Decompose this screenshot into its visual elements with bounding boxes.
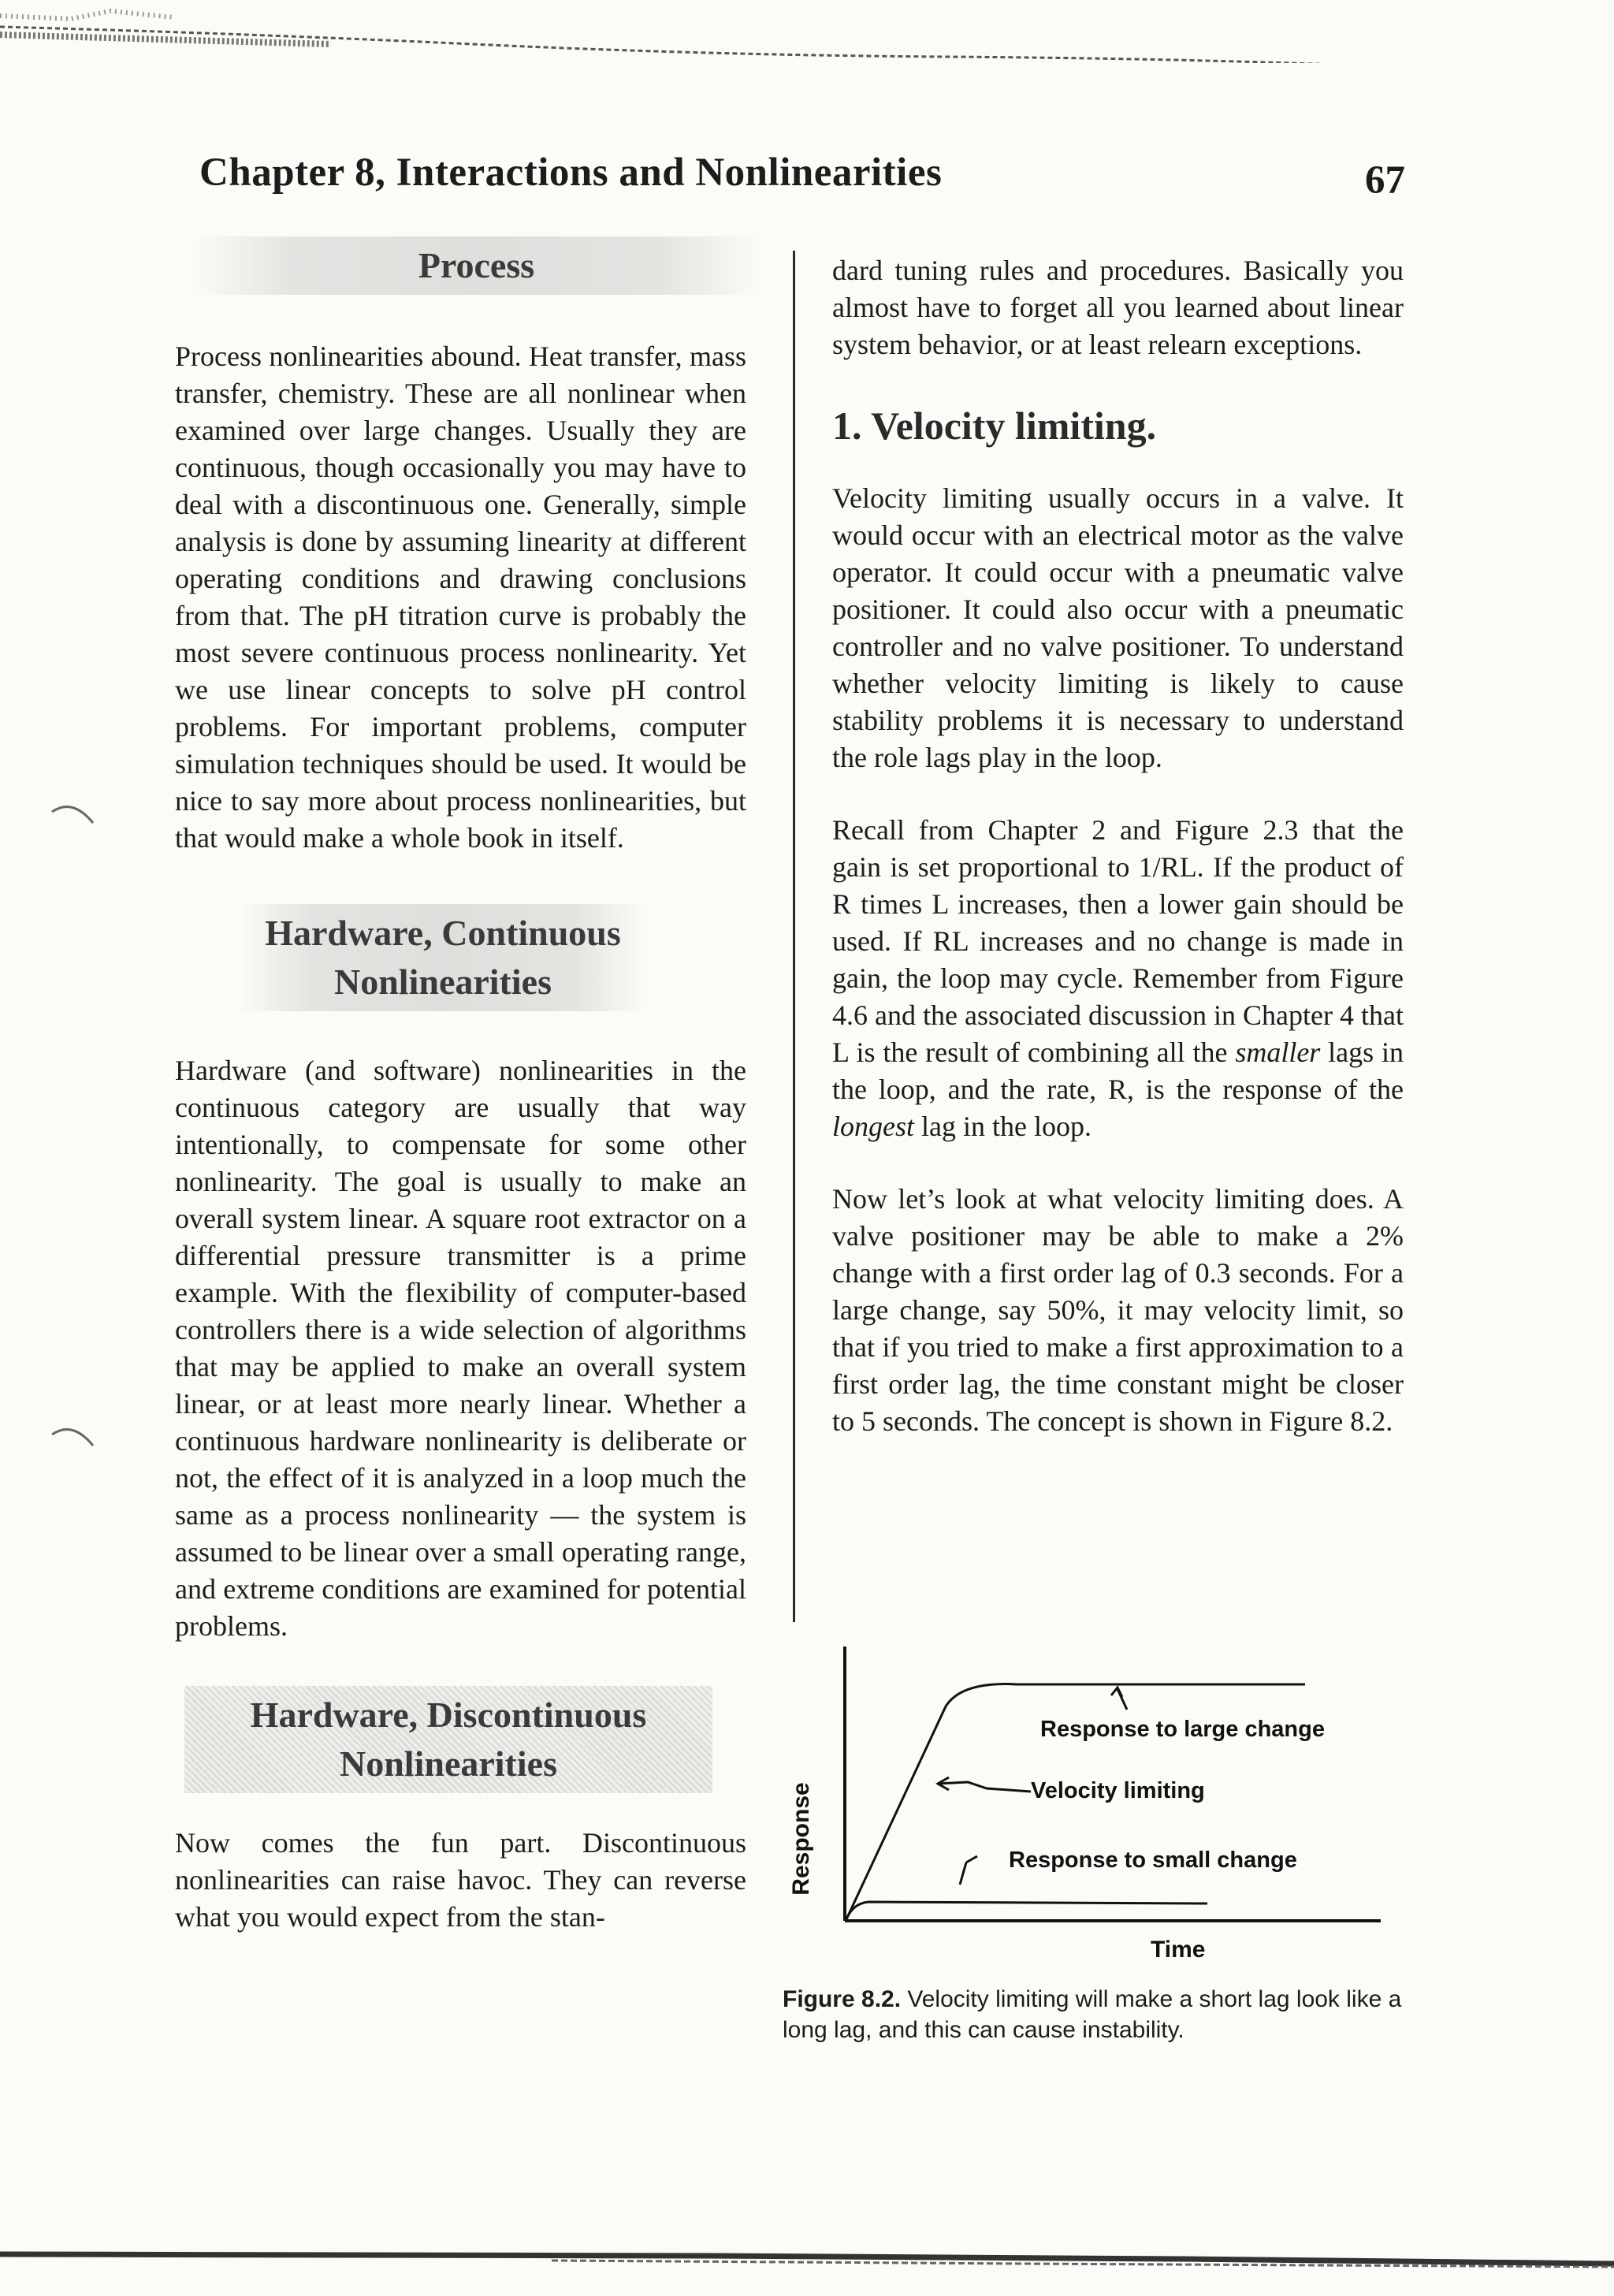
- scan-edge-top: [0, 0, 1614, 63]
- arrow-head: [1111, 1688, 1122, 1697]
- y-axis-label: Response: [788, 1782, 814, 1896]
- velocity-limiting-label: Velocity limiting: [1031, 1778, 1205, 1803]
- section-heading-hardware-continuous: Hardware, Continuous Nonlinearities: [238, 904, 648, 1011]
- velocity-limiting-heading: 1. Velocity limiting.: [832, 404, 1157, 448]
- velocity-paragraph-1: Velocity limiting usually occurs in a valve. It would occur with an electrical motor as the valve operator. It could occur with a pneumatic valve positioner. It could also occur with a pneumatic controller and no valve positioner. To understand whether velocity limiting is likely to cause stability problems it is necessary to understand the role lags play in the loop.: [832, 482, 1404, 773]
- scan-edge-bottom: [0, 2246, 1614, 2270]
- column-divider: [793, 251, 795, 1622]
- velocity-limiting-arrow: [938, 1782, 1031, 1792]
- margin-smudge: [49, 1419, 96, 1450]
- section-heading-hardware-discontinuous: Hardware, Discontinuous Nonlinearities: [184, 1686, 712, 1793]
- figure-caption: Figure 8.2. Velocity limiting will make a short lag look like a long lag, and this can cause instability.: [783, 1986, 1402, 2043]
- large-change-label: Response to large change: [1040, 1717, 1325, 1742]
- arrow-tail: [966, 1856, 977, 1862]
- velocity-paragraph-2: Recall from Chapter 2 and Figure 2.3 that the gain is set proportional to 1/RL. If the product of R times L increases, then a lower gain should be used. If RL increases and no change is made in gain, the loop may cycle. Remember from Figure 4.6 and the associated discussion in Chapter 4 that L is the result of combining all the smaller lags in the loop, and the rate, R, is the response of the longest lag in the loop.: [832, 814, 1404, 1142]
- running-header: [199, 150, 1405, 205]
- small-change-response-curve: [846, 1902, 1207, 1919]
- x-axis-label: Time: [1151, 1937, 1206, 1963]
- continuation-paragraph: dard tuning rules and procedures. Basically you almost have to forget all you learned about linear system behavior, or at least relearn exceptions.: [832, 255, 1404, 360]
- right-column: [832, 252, 1404, 1440]
- velocity-paragraph-3: Now let’s look at what velocity limiting does. A valve positioner may be able to make a 2% change with a first order lag of 0.3 seconds. For a large change, say 50%, it may velocity limit, so that if you tried to make a first approximation to a first order lag, the time constant might be closer to 5 seconds. The concept is shown in Figure 8.2.: [832, 1183, 1404, 1437]
- left-column: [175, 236, 746, 1936]
- hardware-continuous-paragraph: Hardware (and software) nonlinearities in the continuous category are usually that way intentionally, to compensate for some other nonlinearity. The goal is usually to make an overall system linear. A square root extractor on a differential pressure transmitter is a prime example. With the flexibility of computer-based controllers there is a wide selection of algorithms that may be applied to make an overall system linear, or at least more nearly linear. Whether a continuous hardware nonlinearity is deliberate or not, the effect of it is analyzed in a loop much the same as a process nonlinearity — the system is assumed to be linear over a small operating range, and extreme conditions are examined for potential problems.: [175, 1055, 746, 1642]
- figure-8-2-diagram: [780, 1643, 1411, 1974]
- small-change-arrow: [960, 1862, 966, 1885]
- hardware-discontinuous-paragraph: Now comes the fun part. Discontinuous nonlinearities can raise havoc. They can reverse what you would expect from the stan-: [175, 1827, 746, 1933]
- section-heading-process: Process: [191, 236, 762, 295]
- chapter-title: Chapter 8, Interactions and Nonlinearities: [199, 151, 943, 195]
- process-paragraph: Process nonlinearities abound. Heat transfer, mass transfer, chemistry. These are all nonlinear when examined over large changes. Usually they are continuous, though occasionally you may have to deal with a discontinuous one. Generally, simple analysis is done by assuming linearity at different operating conditions and drawing conclusions from that. The pH titration curve is probably the most severe continuous process nonlinearity. Yet we use linear concepts to solve pH control problems. For important problems, computer simulation techniques should be used. It would be nice to say more about process nonlinearities, but that would make a whole book in itself.: [175, 340, 746, 854]
- small-change-label: Response to small change: [1009, 1848, 1297, 1873]
- margin-smudge: [49, 796, 96, 828]
- page-number: 67: [1365, 158, 1405, 203]
